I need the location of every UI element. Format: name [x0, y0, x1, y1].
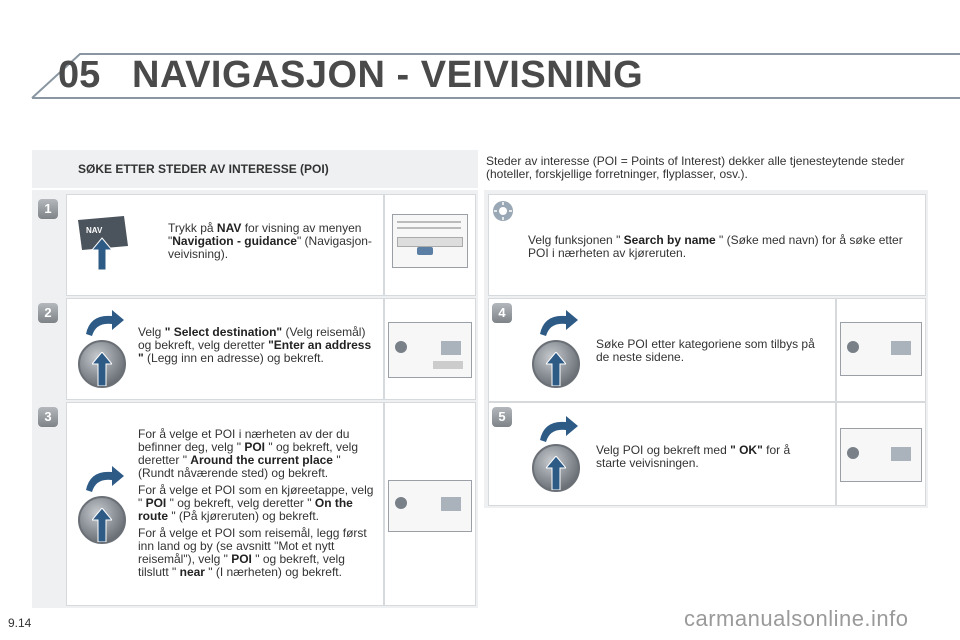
- step-3-text: For å velge et POI i nærheten av der du befinner deg, velg " POI " og bekreft, velg deretter " Around the current place " (Rundt nåværende sted) og bekreft. For å velge et POI som en kjøreetappe, velg " POI " og bekreft, velg deretter " On the route " (På kjøreruten) og bekreft. For å velge et POI som reisemål, legg først inn land og by (se avsnitt "Mot et nytt reisemål"), velg " POI " og bekreft, velg tilslutt " near " (I nærheten) og bekreft.: [138, 427, 374, 579]
- rotate-arrow-icon: [82, 464, 126, 494]
- step-2-text: Velg " Select destination" (Velg reisemål) og bekreft, velg deretter "Enter an address " (Legg inn en adresse) og bekreft.: [138, 325, 372, 365]
- step-1-text: Trykk på NAV for visning av menyen "Navigation - guidance" (Navigasjon-veivisning).: [168, 221, 372, 261]
- rotate-arrow-icon: [536, 414, 580, 444]
- nav-button-label: NAV: [86, 226, 103, 235]
- watermark: carmanualsonline.info: [684, 606, 909, 631]
- step-2-badge: 2: [38, 303, 58, 323]
- press-arrow-icon: [92, 508, 112, 542]
- chapter-number: 05: [58, 54, 101, 96]
- section-title: SØKE ETTER STEDER AV INTERESSE (POI): [78, 162, 329, 176]
- radio-unit-image: [840, 428, 922, 482]
- step-5-badge: 5: [492, 407, 512, 427]
- radio-unit-image: [388, 480, 472, 532]
- tip-text: Velg funksjonen " Search by name " (Søke med navn) for å søke etter POI i nærheten av kjøreruten.: [528, 233, 903, 260]
- step-1-badge: 1: [38, 199, 58, 219]
- step-4-text: Søke POI etter kategoriene som tilbys på de neste sidene.: [596, 337, 815, 364]
- nav-button-icon: [72, 212, 134, 272]
- radio-unit-image: [392, 214, 468, 268]
- page-title: NAVIGASJON - VEIVISNING: [132, 54, 644, 96]
- page-number: 9.14: [8, 616, 32, 630]
- step-3-badge: 3: [38, 407, 58, 427]
- radio-unit-image: [840, 322, 922, 376]
- tip-lightbulb-icon: [492, 200, 514, 222]
- press-arrow-icon: [546, 456, 566, 490]
- press-arrow-icon: [92, 352, 112, 386]
- press-arrow-icon: [546, 352, 566, 386]
- rotate-arrow-icon: [82, 308, 126, 338]
- rotate-arrow-icon: [536, 308, 580, 338]
- radio-unit-image: [388, 322, 472, 378]
- section-intro: Steder av interesse (POI = Points of Interest) dekker alle tjenesteytende steder (hoteller, forskjellige forretninger, flyplasser, osv.).: [486, 154, 905, 181]
- step-5-text: Velg POI og bekreft med " OK" for å starte veivisningen.: [596, 443, 791, 470]
- step-4-badge: 4: [492, 303, 512, 323]
